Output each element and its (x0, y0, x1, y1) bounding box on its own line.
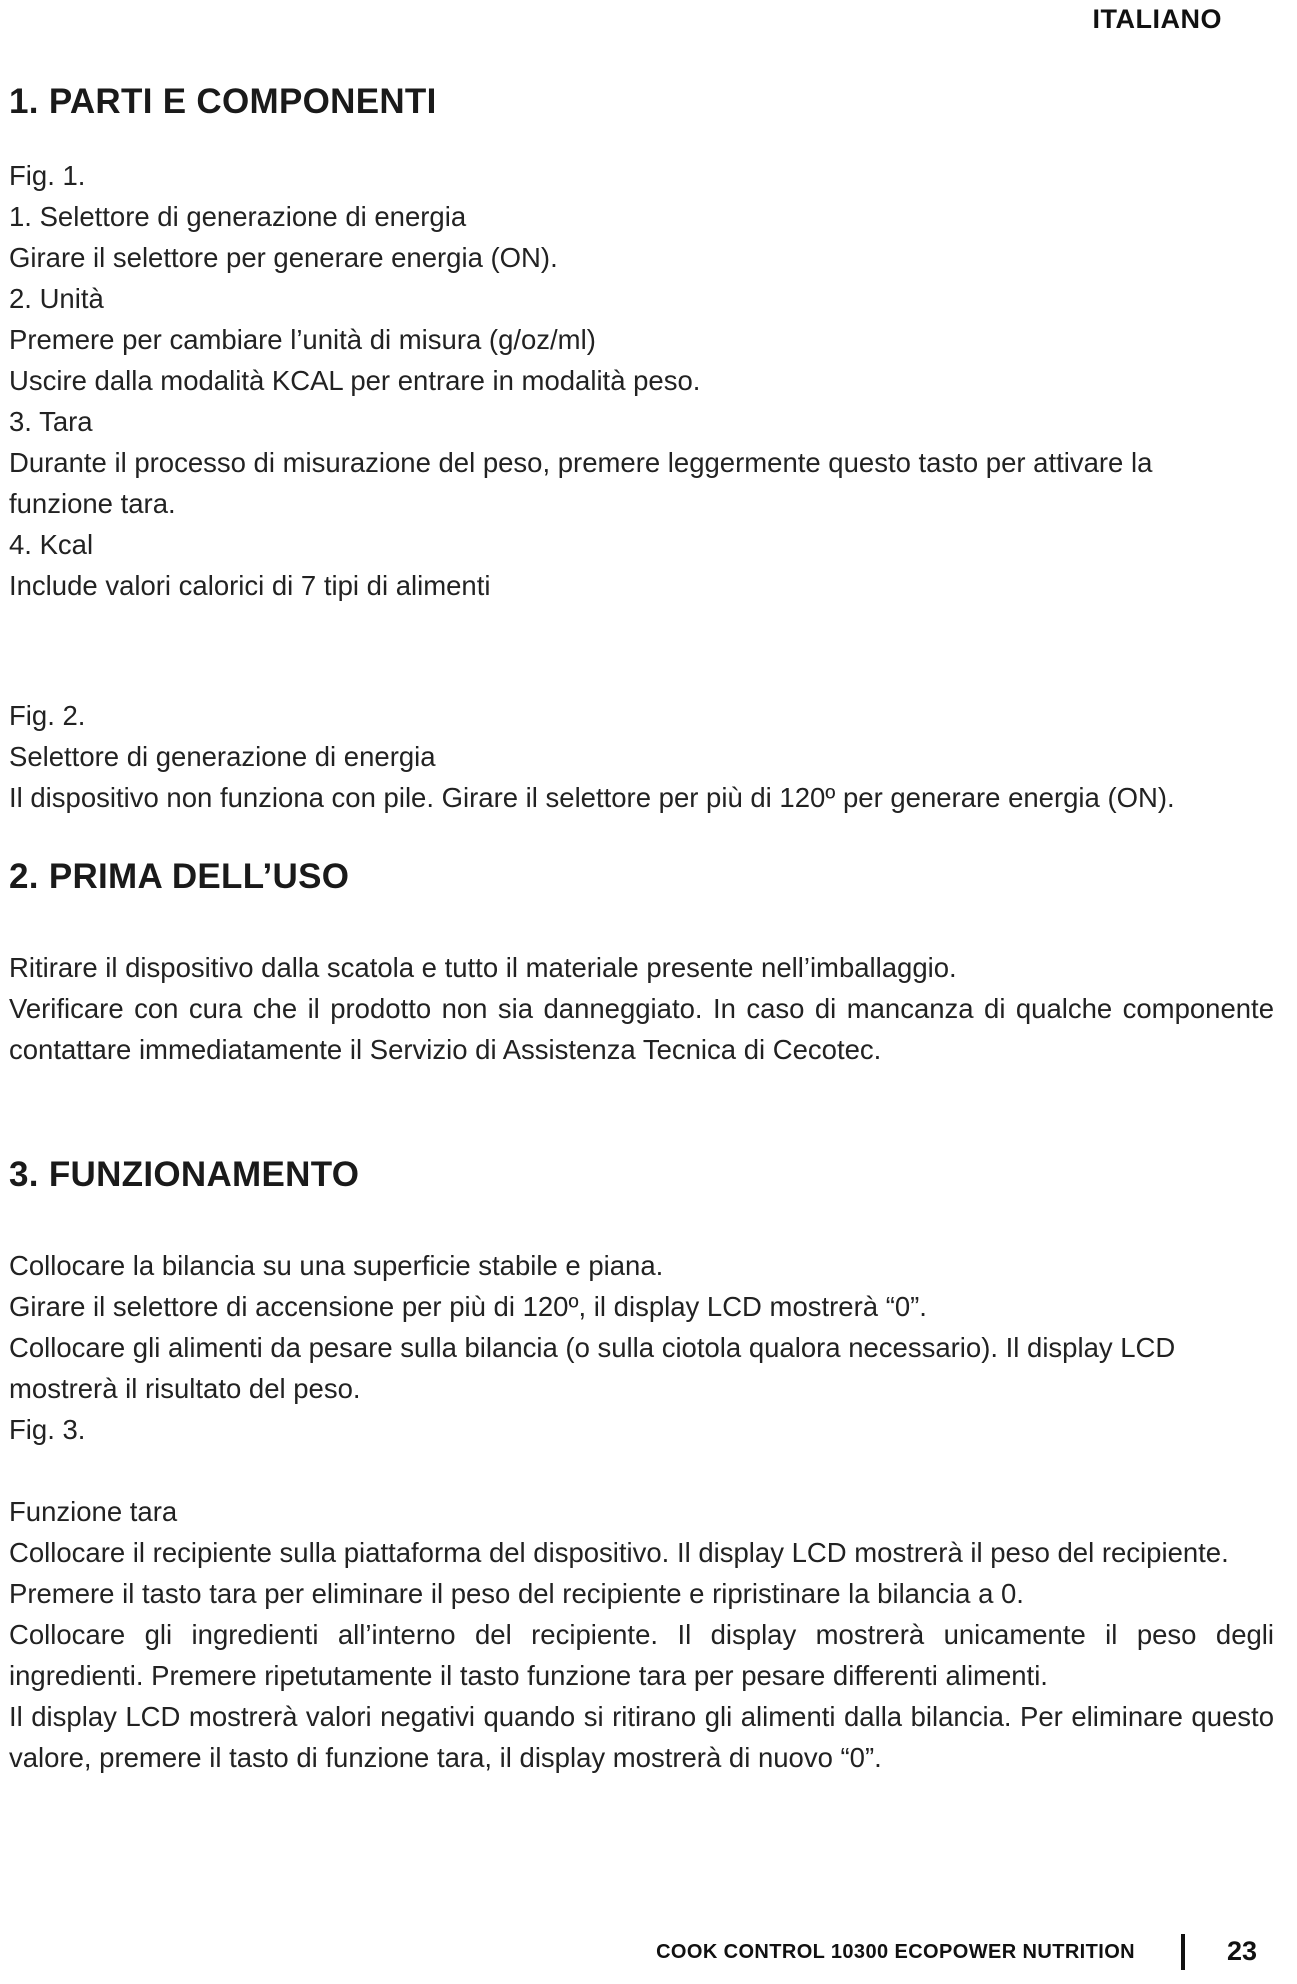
section-title-prima-uso: 2. PRIMA DELL’USO (9, 857, 350, 896)
funzionamento-line-3: Collocare gli alimenti da pesare sulla bilancia (o sulla ciotola qualora necessario). Il display LCD mostrerà il risultato del peso. (9, 1332, 1176, 1404)
fig1-label: Fig. 1. (9, 160, 86, 191)
part-2-title: 2. Unità (9, 283, 104, 314)
part-2-description-b: Uscire dalla modalità KCAL per entrare in modalità peso. (9, 365, 701, 396)
funzione-tara-line-2: Premere il tasto tara per eliminare il peso del recipiente e ripristinare la bilancia a 0. (9, 1578, 1024, 1609)
language-label: ITALIANO (1092, 4, 1222, 34)
section-title-funzionamento: 3. FUNZIONAMENTO (9, 1155, 360, 1194)
footer-product-name: COOK CONTROL 10300 ECOPOWER NUTRITION (656, 1941, 1135, 1963)
fig2-block (9, 695, 1297, 818)
funzionamento-line-1: Collocare la bilancia su una superficie stabile e piana. (9, 1250, 664, 1281)
part-1-description: Girare il selettore per generare energia (ON). (9, 242, 558, 273)
part-4-description: Include valori calorici di 7 tipi di alimenti (9, 570, 491, 601)
part-3-description: Durante il processo di misurazione del peso, premere leggermente questo tasto per attivare la funzione tara. (9, 447, 1153, 519)
part-3-title: 3. Tara (9, 406, 93, 437)
prima-uso-line-1: Ritirare il dispositivo dalla scatola e tutto il materiale presente nell’imballaggio. (9, 952, 957, 983)
footer-divider (1181, 1934, 1185, 1970)
prima-uso-line-2: Verificare con cura che il prodotto non sia danneggiato. In caso di mancanza di qualche componente contattare immediatamente il Servizio di Assistenza Tecnica di Cecotec. (9, 993, 1274, 1065)
section-title-parti-componenti: 1. PARTI E COMPONENTI (9, 82, 437, 121)
funzione-tara-title: Funzione tara (9, 1496, 178, 1527)
funzione-tara-line-3: Collocare gli ingredienti all’interno del recipiente. Il display mostrerà unicamente il peso degli ingredienti. Premere ripetutamente il tasto funzione tara per pesare differenti alimenti. (9, 1619, 1274, 1691)
funzionamento-text (9, 1245, 1259, 1450)
parts-list (9, 155, 1297, 606)
funzione-tara-block (9, 1491, 1274, 1778)
page-footer (0, 1932, 1297, 1972)
prima-uso-text (9, 947, 1274, 1070)
fig2-label: Fig. 2. (9, 700, 86, 731)
page-number: 23 (1226, 1936, 1257, 1966)
part-1-title: 1. Selettore di generazione di energia (9, 201, 467, 232)
part-2-description-a: Premere per cambiare l’unità di misura (g/oz/ml) (9, 324, 596, 355)
fig3-label: Fig. 3. (9, 1414, 86, 1445)
part-4-title: 4. Kcal (9, 529, 94, 560)
funzione-tara-line-4: Il display LCD mostrerà valori negativi quando si ritirano gli alimenti dalla bilancia. Per eliminare questo valore, premere il tasto di funzione tara, il display mostrerà di nuovo “0”. (9, 1701, 1274, 1773)
funzionamento-line-2: Girare il selettore di accensione per più di 120º, il display LCD mostrerà “0”. (9, 1291, 927, 1322)
fig2-description: Il dispositivo non funziona con pile. Girare il selettore per più di 120º per generare energia (ON). (9, 782, 1175, 813)
fig2-title: Selettore di generazione di energia (9, 741, 436, 772)
funzione-tara-line-1: Collocare il recipiente sulla piattaforma del dispositivo. Il display LCD mostrerà il peso del recipiente. (9, 1537, 1229, 1568)
